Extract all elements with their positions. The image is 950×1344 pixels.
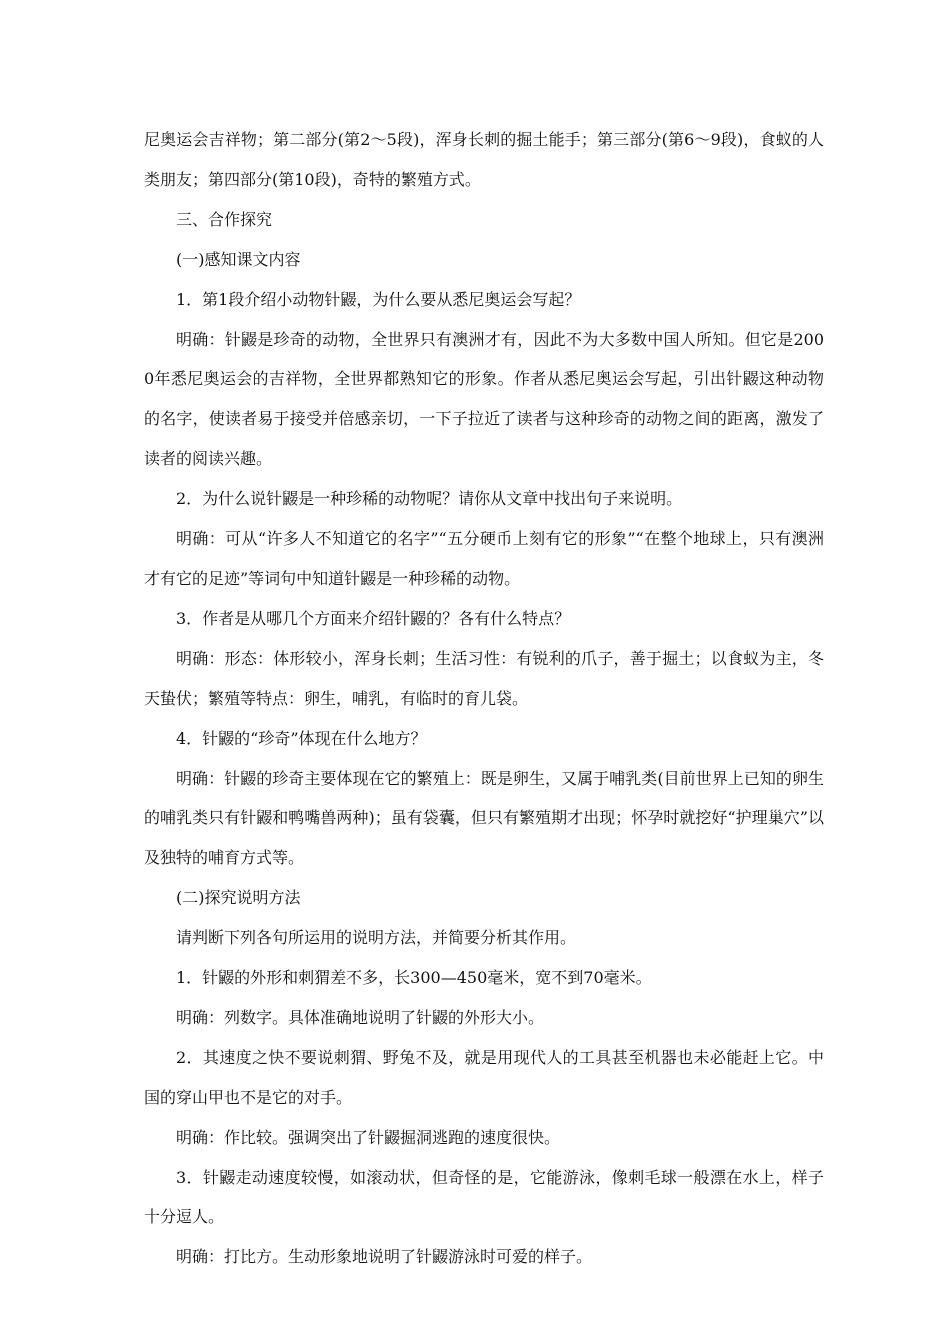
subsection-heading-perceive-content: (一)感知课文内容 [176, 249, 301, 269]
answer-1: 明确：针鼹是珍奇的动物，全世界只有澳洲才有，因此不为大多数中国人所知。但它是2000年悉尼奥运会的吉祥物，全世界都熟知它的形象。作者从悉尼奥运会写起，引出针鼹这种动物的名字，使读者易于接受并倍感亲切，一下子拉近了读者与这种珍奇的动物之间的距离，激发了读者的阅读兴趣。 [144, 329, 824, 469]
question-4: 4．针鼹的“珍奇”体现在什么地方？ [176, 728, 427, 748]
question-3: 3．作者是从哪几个方面来介绍针鼹的？各有什么特点？ [176, 608, 571, 628]
answer-3: 明确：形态：体形较小，浑身长刺；生活习性：有锐利的爪子，善于掘土；以食蚁为主，冬天蛰伏；繁殖等特点：卵生，哺乳，有临时的育儿袋。 [144, 648, 824, 708]
subsection-heading-explanation-methods: (二)探究说明方法 [176, 888, 301, 908]
method-question-2: 2．其速度之快不要说刺猬、野兔不及，就是用现代人的工具甚至机器也未必能赶上它。中国的穿山甲也不是它的对手。 [144, 1047, 824, 1107]
question-2: 2．为什么说针鼹是一种珍稀的动物呢？请你从文章中找出句子来说明。 [176, 489, 683, 509]
method-answer-3: 明确：打比方。生动形象地说明了针鼹游泳时可爱的样子。 [176, 1247, 593, 1267]
method-question-3: 3．针鼹走动速度较慢，如滚动状，但奇怪的是，它能游泳，像刺毛球一般漂在水上，样子十分逗人。 [144, 1167, 824, 1227]
paragraph-structure-summary: 尼奥运会吉祥物；第二部分(第2～5段)，浑身长刺的掘土能手；第三部分(第6～9段)，食蚁的人类朋友；第四部分(第10段)，奇特的繁殖方式。 [144, 130, 824, 189]
answer-2: 明确：可从“许多人不知道它的名字”“五分硬币上刻有它的形象”“在整个地球上，只有澳洲才有它的足迹”等词句中知道针鼹是一种珍稀的动物。 [144, 529, 824, 588]
answer-4: 明确：针鼹的珍奇主要体现在它的繁殖上：既是卵生，又属于哺乳类(目前世界上已知的卵生的哺乳类只有针鼹和鸭嘴兽两种)；虽有袋囊，但只有繁殖期才出现；怀孕时就挖好“护理巢穴”以及独特的哺育方式等。 [144, 768, 824, 868]
method-answer-2: 明确：作比较。强调突出了针鼹掘洞逃跑的速度很快。 [176, 1127, 561, 1147]
question-1: 1．第1段介绍小动物针鼹，为什么要从悉尼奥运会写起？ [176, 289, 581, 309]
document-body [144, 120, 824, 1277]
method-question-1: 1．针鼹的外形和刺猬差不多，长300—450毫米，宽不到70毫米。 [176, 968, 652, 988]
section-heading-cooperative-inquiry: 三、合作探究 [176, 209, 273, 229]
instruction: 请判断下列各句所运用的说明方法，并简要分析其作用。 [176, 928, 577, 948]
method-answer-1: 明确：列数字。具体准确地说明了针鼹的外形大小。 [176, 1007, 545, 1027]
